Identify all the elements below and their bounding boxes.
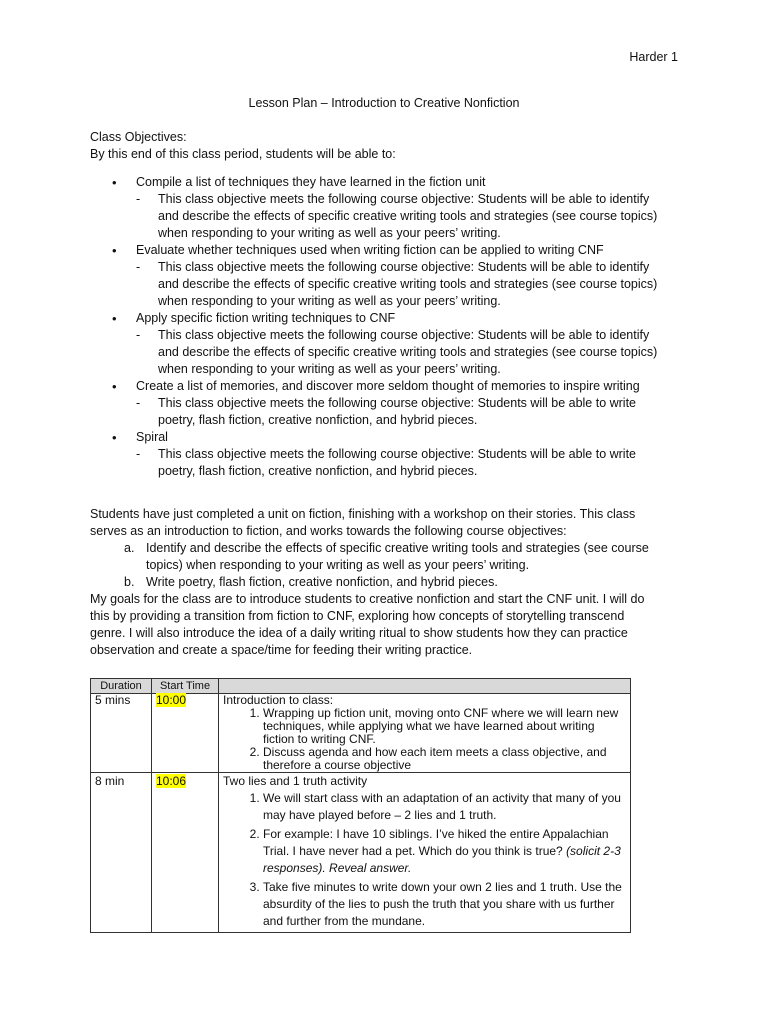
dash-marker: - — [136, 328, 141, 342]
activity-step: 3. Take five minutes to write down your own 2 lies and 1 truth. Use the absurdity of the lies to push the truth that you share with us further and further from the mundane. — [263, 879, 626, 930]
objective-subpoint — [136, 446, 670, 480]
activity-steps — [223, 707, 626, 772]
objective-item — [90, 242, 670, 310]
activity-steps — [223, 790, 626, 930]
objective-subpoint — [136, 327, 670, 378]
start-time-cell — [152, 694, 219, 773]
objective-subpoint-text: This class objective meets the following course objective: Students will be able to identify and describe the effects of specific creative writing tools and strategies (see course topics) when responding to your writing as well as your peers’ writing. — [158, 260, 658, 308]
table-row — [91, 694, 631, 773]
bullet-icon: • — [112, 175, 117, 190]
objective-text: Spiral — [136, 430, 168, 444]
activity-step — [263, 826, 626, 877]
course-objective-text: Write poetry, flash fiction, creative nonfiction, and hybrid pieces. — [146, 575, 498, 589]
course-objectives-list — [124, 540, 650, 591]
course-objective-item — [124, 540, 650, 574]
bullet-icon: • — [112, 243, 117, 258]
objectives-list — [90, 174, 670, 480]
activity-step: 1. We will start class with an adaptation of an activity that many of you may have played before – 2 lies and 1 truth. — [263, 790, 626, 824]
activity-step: 1. Wrapping up fiction unit, moving onto CNF where we will learn new techniques, while applying what we have learned about writing fiction to writing CNF. — [263, 707, 626, 746]
objective-text: Compile a list of techniques they have learned in the fiction unit — [136, 175, 486, 189]
activity-title: Two lies and 1 truth activity — [223, 774, 368, 788]
objective-subpoint — [136, 395, 670, 429]
objective-item — [90, 174, 670, 242]
bullet-icon: • — [112, 311, 117, 326]
activity-step-italic: (solicit 2-3 responses). Reveal answer. — [263, 844, 621, 875]
objective-item — [90, 378, 670, 429]
table-header-row — [91, 679, 631, 694]
objectives-intro: By this end of this class period, students will be able to: — [90, 147, 396, 161]
duration-cell: 8 min — [91, 773, 152, 933]
objective-text: Create a list of memories, and discover more seldom thought of memories to inspire writing — [136, 379, 640, 393]
dash-marker: - — [136, 260, 141, 274]
context-section — [90, 506, 650, 659]
objective-subpoint-text: This class objective meets the following course objective: Students will be able to write poetry, flash fiction, creative nonfiction, and hybrid pieces. — [158, 447, 637, 478]
activity-step-text: For example: I have 10 siblings. I’ve hiked the entire Appalachian Trial. I have never had a pet. Which do you think is true? — [263, 827, 609, 858]
list-marker: a. — [124, 541, 135, 555]
document-title: Lesson Plan – Introduction to Creative Nonfiction — [248, 96, 520, 110]
start-time-highlight: 10:06 — [156, 774, 187, 788]
activity-step: 2. Discuss agenda and how each item meets a class objective, and therefore a course objective — [263, 746, 626, 772]
dash-marker: - — [136, 192, 141, 206]
course-objective-text: Identify and describe the effects of specific creative writing tools and strategies (see course topics) when responding to your writing as well as your peers’ writing. — [146, 541, 649, 572]
table-row — [91, 773, 631, 933]
objective-subpoint-text: This class objective meets the following course objective: Students will be able to identify and describe the effects of specific creative writing tools and strategies (see course topics) when responding to your writing as well as your peers’ writing. — [158, 192, 658, 240]
course-objective-item — [124, 574, 650, 591]
objective-subpoint — [136, 191, 670, 242]
start-time-highlight: 10:00 — [156, 693, 187, 707]
duration-cell: 5 mins — [91, 694, 152, 773]
activity-cell — [219, 773, 631, 933]
page-header: Harder 1 — [629, 50, 678, 64]
column-header-start-time: Start Time — [152, 679, 219, 694]
objective-text: Apply specific fiction writing techniques to CNF — [136, 311, 396, 325]
start-time-cell — [152, 773, 219, 933]
lesson-schedule-table — [90, 678, 631, 933]
goals-paragraph: My goals for the class are to introduce students to creative nonfiction and start the CNF unit. I will do this by providing a transition from fiction to CNF, exploring how concepts of storytelling transcend genre. I will also introduce the idea of a daily writing ritual to show students how they can practice observation and create a space/time for feeding their writing practice. — [90, 592, 645, 657]
objective-subpoint-text: This class objective meets the following course objective: Students will be able to write poetry, flash fiction, creative nonfiction, and hybrid pieces. — [158, 396, 637, 427]
objective-item — [90, 310, 670, 378]
context-intro: Students have just completed a unit on fiction, finishing with a workshop on their stories. This class serves as an introduction to fiction, and works towards the following course objectives: — [90, 507, 636, 538]
column-header-activity — [219, 679, 631, 694]
bullet-icon: • — [112, 379, 117, 394]
objective-text: Evaluate whether techniques used when writing fiction can be applied to writing CNF — [136, 243, 604, 257]
activity-title: Introduction to class: — [223, 693, 334, 707]
bullet-icon: • — [112, 430, 117, 445]
objective-subpoint-text: This class objective meets the following course objective: Students will be able to identify and describe the effects of specific creative writing tools and strategies (see course topics) when responding to your writing as well as your peers’ writing. — [158, 328, 658, 376]
list-marker: b. — [124, 575, 135, 589]
dash-marker: - — [136, 447, 141, 461]
activity-cell — [219, 694, 631, 773]
objectives-heading: Class Objectives: — [90, 130, 187, 144]
column-header-duration: Duration — [91, 679, 152, 694]
objective-item — [90, 429, 670, 480]
objective-subpoint — [136, 259, 670, 310]
dash-marker: - — [136, 396, 141, 410]
